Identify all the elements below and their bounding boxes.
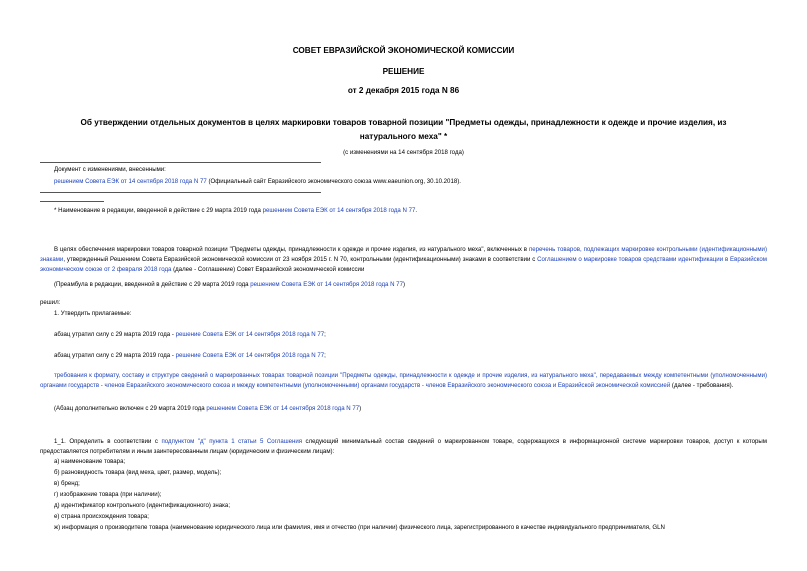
decided-label: решил: <box>40 299 61 306</box>
item-1-1-paragraph <box>40 437 767 457</box>
document-type: РЕШЕНИЕ <box>382 67 425 76</box>
lost-paragraph-1 <box>54 330 326 339</box>
requirements-link[interactable]: требования к формату, составу и структуре сведений о маркированных товарах товарной позиции "Предметы одежды, принадлежности к одежде и прочие изделия, из натурального меха", передаваемых между компетентными (уполномоченными) органами государств - членов Евразийского экономического союза и между компетентными (уполномоченными) органами государств - членов Евразийского экономического союза и Евразийской экономической комиссией <box>40 372 767 389</box>
requirements-note-text: (Абзац дополнительно включен с 29 марта 2019 года <box>54 405 207 412</box>
agreement-link[interactable]: Соглашением о маркировке товаров средствами идентификации в Евразийском экономическом союзе от 2 февраля 2018 года <box>40 256 767 273</box>
footnote-text: * Наименование в редакции, введенной в действие с 29 марта 2019 года <box>54 207 263 214</box>
lost-1-text: абзац утратил силу с 29 марта 2019 года - <box>54 331 176 338</box>
footnote-rule <box>40 201 104 202</box>
lost-1-link[interactable]: решение Совета ЕЭК от 14 сентября 2018 года N 77 <box>175 331 325 338</box>
changes-label: Документ с изменениями, внесенными: <box>54 166 166 173</box>
requirements-note-link[interactable]: решением Совета ЕЭК от 14 сентября 2018 года N 77 <box>206 405 360 412</box>
requirements-end: (далее - требования). <box>670 382 734 389</box>
lost-2-link[interactable]: решение Совета ЕЭК от 14 сентября 2018 года N 77 <box>175 352 325 359</box>
footnote-end: . <box>415 207 418 214</box>
list-item-a: а) наименование товара; <box>54 458 126 465</box>
preamble-note <box>54 280 405 289</box>
preamble-note-link[interactable]: решением Совета ЕЭК от 14 сентября 2018 года N 77 <box>250 281 403 288</box>
list-item-f: е) страна происхождения товара; <box>54 513 149 520</box>
preamble-note-text: (Преамбула в редакции, введенной в действие с 29 марта 2019 года <box>54 281 251 288</box>
preamble-paragraph <box>40 245 767 275</box>
changes-rest: (Официальный сайт Евразийского экономического союза www.eaeunion.org, 30.10.2018). <box>206 178 461 185</box>
title-line-2: натурального меха" * <box>359 132 448 141</box>
lost-2-end: ; <box>324 352 326 359</box>
separator-line <box>40 162 321 163</box>
footnote-link[interactable]: решением Совета ЕЭК от 14 сентября 2018 года N 77 <box>262 207 416 214</box>
requirements-note <box>54 404 361 413</box>
list-item-e: д) идентификатор контрольного (идентификационного) знака; <box>54 502 231 509</box>
list-item-c: в) бренд; <box>54 480 80 487</box>
requirements-paragraph <box>40 371 767 391</box>
list-item-d: г) изображение товара (при наличии); <box>54 491 162 498</box>
changes-source <box>54 177 461 186</box>
list-item-g: ж) информация о производителе товара (наименование юридического лица или фамилия, имя и отчество (при наличии) физического лица, зарегистрированного в качестве индивидуального предпринимателя, GLN <box>54 524 665 531</box>
requirements-note-end: ) <box>359 405 362 412</box>
preamble-note-end: ) <box>402 281 405 288</box>
item-1-1-text-a: 1_1. Определить в соответствии с <box>54 438 162 445</box>
separator-line <box>40 192 321 193</box>
lost-1-end: ; <box>324 331 326 338</box>
document-title <box>40 116 767 144</box>
revision-note: (с изменениями на 14 сентября 2018 года) <box>343 149 464 156</box>
preamble-text-1: В целях обеспечения маркировки товаров товарной позиции "Предметы одежды, принадлежности к одежде и прочие изделия, из натурального меха", включенных в <box>54 246 529 253</box>
changes-link[interactable]: решением Совета ЕЭК от 14 сентября 2018 года N 77 <box>54 178 207 185</box>
item-1: 1. Утвердить прилагаемые: <box>54 310 132 317</box>
list-item-b: б) разновидность товара (вид меха, цвет, размер, модель); <box>54 469 222 476</box>
subparagraph-link[interactable]: подпунктом "д" пункта 1 статьи 5 Соглашения <box>161 438 303 445</box>
goods-list-link[interactable]: перечень товаров, подлежащих маркировке контрольными (идентификационными) знаками <box>40 246 767 263</box>
footnote <box>54 206 417 215</box>
document-date: от 2 декабря 2015 года N 86 <box>347 86 460 95</box>
preamble-text-2: , утвержденный Решением Совета Евразийской экономической комиссии от 23 ноября 2015 г. N 70, контрольными (идентификационными) знаками в соответствии с <box>63 256 538 263</box>
council-name: СОВЕТ ЕВРАЗИЙСКОЙ ЭКОНОМИЧЕСКОЙ КОМИССИИ <box>292 46 515 55</box>
preamble-text-3: (далее - Соглашение) Совет Евразийской экономической комиссии <box>171 266 365 273</box>
lost-2-text: абзац утратил силу с 29 марта 2019 года - <box>54 352 176 359</box>
item-1-1-text-b: следующий минимальный состав сведений о маркированном товаре, содержащихся в информационной системе маркировки товаров, доступ к которым предоставляется потребителям и иным заинтересованным лицам (юридическим и физическим лицам): <box>40 438 767 455</box>
title-line-1: Об утверждении отдельных документов в целях маркировки товаров товарной позиции "Предметы одежды, принадлежности к одежде и прочие изделия, из <box>80 118 727 127</box>
lost-paragraph-2 <box>54 351 326 360</box>
